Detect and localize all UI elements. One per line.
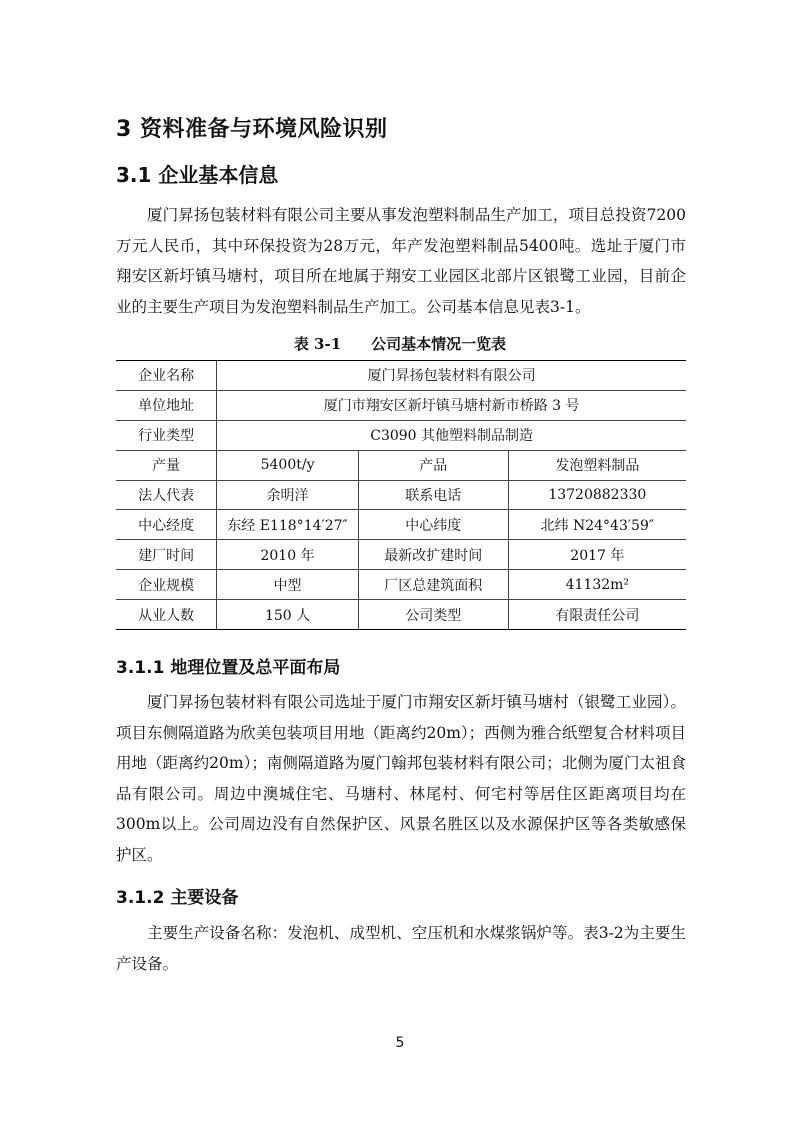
paragraph-company-info: 厦门昇扬包装材料有限公司主要从事发泡塑料制品生产加工，项目总投资7200万元人民币，其中环保投资为28万元，年产发泡塑料制品5400吨。选址于厦门市翔安区新圩镇马塘村，项目所在地属于翔安工业园区北部片区银鹭工业园，目前企业的主要生产项目为发泡塑料制品生产加工。公司基本信息见表3-1。 (116, 206, 686, 316)
table-cell-value: 2010 年 (217, 540, 359, 570)
table-cell-value: 厦门市翔安区新圩镇马塘村新市桥路 3 号 (217, 390, 686, 420)
table-cell-label: 企业规模 (116, 570, 217, 600)
table-cell-value: 北纬 N24°43′59″ (508, 510, 686, 540)
table-cell-value: 东经 E118°14′27″ (217, 510, 359, 540)
table-cell-label: 行业类型 (116, 420, 217, 450)
table-caption-title: 公司基本情况一览表 (371, 335, 507, 353)
table-row (116, 510, 686, 540)
table-caption-number: 表 3-1 (293, 335, 342, 353)
company-info-table (116, 360, 686, 630)
page-number: 5 (395, 1035, 405, 1051)
table-row (116, 540, 686, 570)
table-cell-label: 中心经度 (116, 510, 217, 540)
table-cell-value: 余明洋 (217, 480, 359, 510)
section-heading: 3 资料准备与环境风险识别 (116, 117, 388, 142)
subsection-heading-3-1-2: 3.1.2 主要设备 (116, 888, 239, 908)
table-cell-value: 2017 年 (508, 540, 686, 570)
table-cell-value: 中型 (217, 570, 359, 600)
table-row (116, 361, 686, 391)
table-cell-label: 联系电话 (358, 480, 508, 510)
table-cell-label: 产量 (116, 450, 217, 480)
table-cell-label: 公司类型 (358, 600, 508, 630)
table-row (116, 420, 686, 450)
table-cell-value: 厦门昇扬包装材料有限公司 (217, 361, 686, 391)
subsection-heading-3-1: 3.1 企业基本信息 (116, 163, 279, 187)
table-row (116, 480, 686, 510)
table-cell-value: 5400t/y (217, 450, 359, 480)
table-cell-label: 最新改扩建时间 (358, 540, 508, 570)
paragraph-location-layout: 厦门昇扬包装材料有限公司选址于厦门市翔安区新圩镇马塘村（银鹭工业园）。项目东侧隔道路为欣美包装项目用地（距离约20m）；西侧为雅合纸塑复合材料项目用地（距离约20m）；南侧隔道路为厦门翰邦包装材料有限公司；北侧为厦门太祖食品有限公司。周边中澳城住宅、马塘村、林尾村、何宅村等居住区距离项目均在300m以上。公司周边没有自然保护区、风景名胜区以及水源保护区等各类敏感保护区。 (116, 693, 686, 864)
table-row (116, 600, 686, 630)
table-cell-label: 中心纬度 (358, 510, 508, 540)
table-cell-label: 从业人数 (116, 600, 217, 630)
table-row (116, 450, 686, 480)
table-row (116, 390, 686, 420)
table-cell-label: 厂区总建筑面积 (358, 570, 508, 600)
table-row (116, 570, 686, 600)
table-cell-value: C3090 其他塑料制品制造 (217, 420, 686, 450)
table-cell-value: 41132m² (508, 570, 686, 600)
subsection-heading-3-1-1: 3.1.1 地理位置及总平面布局 (116, 658, 341, 678)
table-cell-value: 有限责任公司 (508, 600, 686, 630)
table-cell-label: 法人代表 (116, 480, 217, 510)
table-cell-value: 发泡塑料制品 (508, 450, 686, 480)
table-cell-value: 150 人 (217, 600, 359, 630)
table-cell-label: 建厂时间 (116, 540, 217, 570)
table-cell-label: 产品 (358, 450, 508, 480)
table-caption (0, 333, 800, 354)
table-cell-label: 单位地址 (116, 390, 217, 420)
paragraph-main-equipment: 主要生产设备名称：发泡机、成型机、空压机和水煤浆锅炉等。表3-2为主要生产设备。 (116, 924, 686, 973)
table-cell-label: 企业名称 (116, 361, 217, 391)
table-cell-value: 13720882330 (508, 480, 686, 510)
